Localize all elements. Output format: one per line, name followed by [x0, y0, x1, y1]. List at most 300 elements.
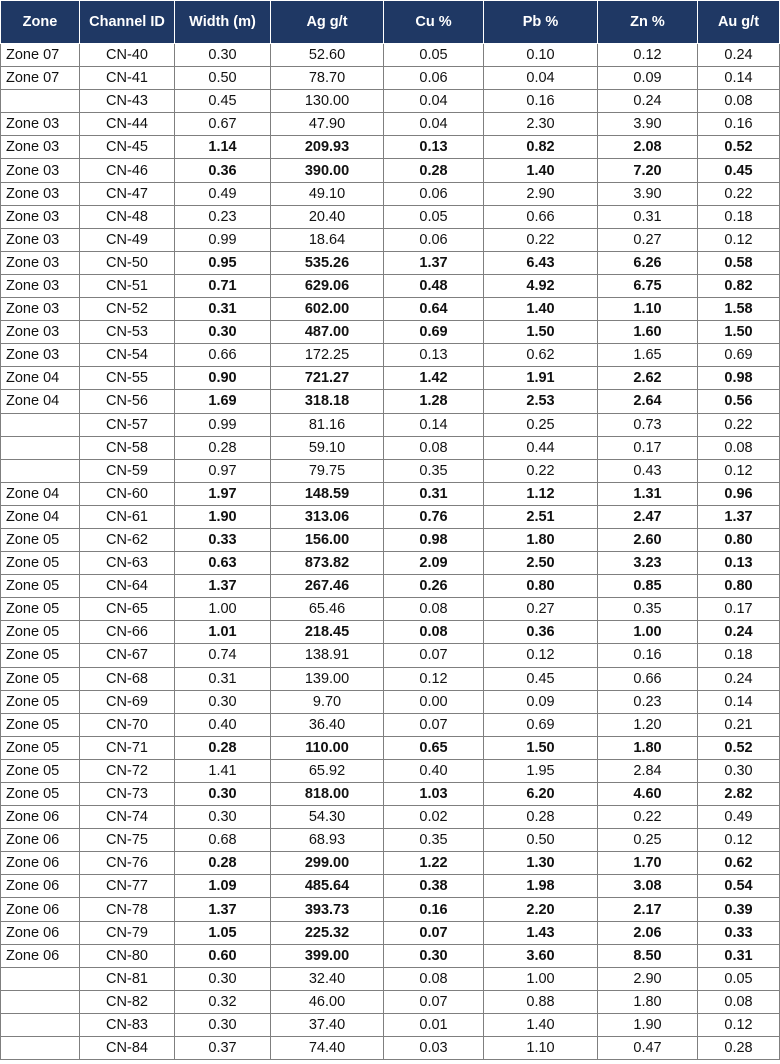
width-cell: 0.45 [175, 90, 271, 113]
zn-cell: 4.60 [598, 783, 698, 806]
pb-cell: 0.10 [484, 44, 598, 67]
zn-cell: 2.08 [598, 136, 698, 159]
zn-cell: 0.73 [598, 413, 698, 436]
width-cell: 0.68 [175, 829, 271, 852]
au-cell: 2.82 [698, 783, 780, 806]
pb-cell: 0.45 [484, 667, 598, 690]
header-width: Width (m) [175, 1, 271, 44]
pb-cell: 0.12 [484, 644, 598, 667]
pb-cell: 0.88 [484, 990, 598, 1013]
zn-cell: 1.70 [598, 852, 698, 875]
zn-cell: 2.90 [598, 967, 698, 990]
zone-cell: Zone 06 [1, 806, 80, 829]
zone-cell [1, 436, 80, 459]
table-row [1, 321, 780, 344]
cu-cell: 0.16 [384, 898, 484, 921]
ag-cell: 130.00 [271, 90, 384, 113]
channel-id-cell: CN-48 [80, 205, 175, 228]
ag-cell: 393.73 [271, 898, 384, 921]
pb-cell: 0.62 [484, 344, 598, 367]
width-cell: 1.37 [175, 575, 271, 598]
zone-cell: Zone 03 [1, 251, 80, 274]
width-cell: 0.32 [175, 990, 271, 1013]
table-row [1, 251, 780, 274]
ag-cell: 535.26 [271, 251, 384, 274]
channel-id-cell: CN-53 [80, 321, 175, 344]
width-cell: 0.30 [175, 1013, 271, 1036]
channel-id-cell: CN-62 [80, 528, 175, 551]
table-header [1, 1, 780, 44]
cu-cell: 0.03 [384, 1037, 484, 1060]
au-cell: 0.82 [698, 274, 780, 297]
width-cell: 0.50 [175, 67, 271, 90]
channel-id-cell: CN-82 [80, 990, 175, 1013]
table-row [1, 413, 780, 436]
channel-id-cell: CN-76 [80, 852, 175, 875]
zn-cell: 2.84 [598, 759, 698, 782]
table-row [1, 713, 780, 736]
cu-cell: 0.26 [384, 575, 484, 598]
ag-cell: 209.93 [271, 136, 384, 159]
pb-cell: 2.90 [484, 182, 598, 205]
au-cell: 0.52 [698, 736, 780, 759]
ag-cell: 485.64 [271, 875, 384, 898]
table-row [1, 1013, 780, 1036]
zn-cell: 2.60 [598, 528, 698, 551]
channel-id-cell: CN-55 [80, 367, 175, 390]
au-cell: 0.05 [698, 967, 780, 990]
channel-id-cell: CN-84 [80, 1037, 175, 1060]
zone-cell: Zone 03 [1, 228, 80, 251]
pb-cell: 1.40 [484, 159, 598, 182]
ag-cell: 390.00 [271, 159, 384, 182]
width-cell: 0.63 [175, 552, 271, 575]
zone-cell: Zone 03 [1, 205, 80, 228]
width-cell: 1.14 [175, 136, 271, 159]
cu-cell: 0.69 [384, 321, 484, 344]
au-cell: 0.58 [698, 251, 780, 274]
cu-cell: 2.09 [384, 552, 484, 575]
pb-cell: 0.82 [484, 136, 598, 159]
ag-cell: 148.59 [271, 482, 384, 505]
channel-id-cell: CN-57 [80, 413, 175, 436]
table-row [1, 898, 780, 921]
au-cell: 0.12 [698, 228, 780, 251]
ag-cell: 68.93 [271, 829, 384, 852]
cu-cell: 0.07 [384, 713, 484, 736]
table-row [1, 667, 780, 690]
table-row [1, 67, 780, 90]
pb-cell: 1.95 [484, 759, 598, 782]
ag-cell: 629.06 [271, 274, 384, 297]
cu-cell: 0.35 [384, 459, 484, 482]
zn-cell: 2.47 [598, 505, 698, 528]
ag-cell: 74.40 [271, 1037, 384, 1060]
table-row [1, 621, 780, 644]
zn-cell: 0.17 [598, 436, 698, 459]
zone-cell [1, 967, 80, 990]
cu-cell: 0.08 [384, 967, 484, 990]
width-cell: 0.37 [175, 1037, 271, 1060]
pb-cell: 1.10 [484, 1037, 598, 1060]
pb-cell: 0.22 [484, 228, 598, 251]
cu-cell: 0.06 [384, 67, 484, 90]
zn-cell: 0.35 [598, 598, 698, 621]
zone-cell [1, 413, 80, 436]
cu-cell: 0.13 [384, 344, 484, 367]
cu-cell: 0.38 [384, 875, 484, 898]
au-cell: 0.12 [698, 829, 780, 852]
au-cell: 0.24 [698, 621, 780, 644]
zn-cell: 0.25 [598, 829, 698, 852]
pb-cell: 0.80 [484, 575, 598, 598]
table-row [1, 852, 780, 875]
zn-cell: 0.16 [598, 644, 698, 667]
pb-cell: 0.27 [484, 598, 598, 621]
zone-cell: Zone 06 [1, 875, 80, 898]
table-row [1, 783, 780, 806]
table-row [1, 598, 780, 621]
pb-cell: 0.09 [484, 690, 598, 713]
table-row [1, 552, 780, 575]
ag-cell: 47.90 [271, 113, 384, 136]
ag-cell: 78.70 [271, 67, 384, 90]
pb-cell: 1.80 [484, 528, 598, 551]
channel-id-cell: CN-45 [80, 136, 175, 159]
width-cell: 0.28 [175, 736, 271, 759]
pb-cell: 1.98 [484, 875, 598, 898]
zn-cell: 0.22 [598, 806, 698, 829]
channel-id-cell: CN-50 [80, 251, 175, 274]
channel-id-cell: CN-79 [80, 921, 175, 944]
au-cell: 0.12 [698, 459, 780, 482]
cu-cell: 0.05 [384, 205, 484, 228]
ag-cell: 65.46 [271, 598, 384, 621]
au-cell: 0.45 [698, 159, 780, 182]
pb-cell: 2.50 [484, 552, 598, 575]
ag-cell: 110.00 [271, 736, 384, 759]
header-channel-id: Channel ID [80, 1, 175, 44]
zone-cell: Zone 06 [1, 829, 80, 852]
au-cell: 0.24 [698, 44, 780, 67]
ag-cell: 721.27 [271, 367, 384, 390]
zone-cell: Zone 05 [1, 690, 80, 713]
ag-cell: 18.64 [271, 228, 384, 251]
au-cell: 0.18 [698, 205, 780, 228]
pb-cell: 0.04 [484, 67, 598, 90]
cu-cell: 0.40 [384, 759, 484, 782]
channel-id-cell: CN-67 [80, 644, 175, 667]
zn-cell: 0.09 [598, 67, 698, 90]
pb-cell: 0.69 [484, 713, 598, 736]
header-cu: Cu % [384, 1, 484, 44]
au-cell: 0.18 [698, 644, 780, 667]
table-row [1, 344, 780, 367]
width-cell: 1.01 [175, 621, 271, 644]
cu-cell: 1.37 [384, 251, 484, 274]
pb-cell: 2.53 [484, 390, 598, 413]
au-cell: 0.12 [698, 1013, 780, 1036]
channel-id-cell: CN-83 [80, 1013, 175, 1036]
pb-cell: 0.50 [484, 829, 598, 852]
ag-cell: 46.00 [271, 990, 384, 1013]
channel-id-cell: CN-70 [80, 713, 175, 736]
channel-id-cell: CN-75 [80, 829, 175, 852]
zone-cell: Zone 04 [1, 482, 80, 505]
width-cell: 0.97 [175, 459, 271, 482]
zone-cell: Zone 03 [1, 113, 80, 136]
cu-cell: 0.07 [384, 921, 484, 944]
width-cell: 0.33 [175, 528, 271, 551]
table-body [1, 44, 780, 1060]
cu-cell: 0.05 [384, 44, 484, 67]
cu-cell: 0.12 [384, 667, 484, 690]
channel-id-cell: CN-77 [80, 875, 175, 898]
table-row [1, 690, 780, 713]
zone-cell: Zone 03 [1, 298, 80, 321]
cu-cell: 0.28 [384, 159, 484, 182]
zone-cell: Zone 03 [1, 159, 80, 182]
cu-cell: 0.31 [384, 482, 484, 505]
width-cell: 1.00 [175, 598, 271, 621]
ag-cell: 299.00 [271, 852, 384, 875]
header-zone: Zone [1, 1, 80, 44]
pb-cell: 6.20 [484, 783, 598, 806]
ag-cell: 602.00 [271, 298, 384, 321]
width-cell: 1.09 [175, 875, 271, 898]
width-cell: 0.30 [175, 321, 271, 344]
zn-cell: 0.12 [598, 44, 698, 67]
cu-cell: 0.04 [384, 90, 484, 113]
cu-cell: 1.03 [384, 783, 484, 806]
channel-id-cell: CN-58 [80, 436, 175, 459]
width-cell: 0.31 [175, 298, 271, 321]
zone-cell: Zone 04 [1, 367, 80, 390]
ag-cell: 313.06 [271, 505, 384, 528]
channel-id-cell: CN-63 [80, 552, 175, 575]
pb-cell: 1.50 [484, 736, 598, 759]
zn-cell: 3.90 [598, 113, 698, 136]
zone-cell [1, 459, 80, 482]
channel-id-cell: CN-56 [80, 390, 175, 413]
channel-id-cell: CN-71 [80, 736, 175, 759]
pb-cell: 0.36 [484, 621, 598, 644]
cu-cell: 1.22 [384, 852, 484, 875]
width-cell: 0.60 [175, 944, 271, 967]
cu-cell: 0.07 [384, 644, 484, 667]
ag-cell: 32.40 [271, 967, 384, 990]
width-cell: 0.30 [175, 967, 271, 990]
pb-cell: 1.50 [484, 321, 598, 344]
header-pb: Pb % [484, 1, 598, 44]
cu-cell: 0.06 [384, 228, 484, 251]
zone-cell [1, 1013, 80, 1036]
width-cell: 1.05 [175, 921, 271, 944]
width-cell: 0.90 [175, 367, 271, 390]
table-row [1, 390, 780, 413]
channel-id-cell: CN-78 [80, 898, 175, 921]
au-cell: 1.50 [698, 321, 780, 344]
width-cell: 1.69 [175, 390, 271, 413]
zone-cell: Zone 05 [1, 759, 80, 782]
zn-cell: 8.50 [598, 944, 698, 967]
au-cell: 0.62 [698, 852, 780, 875]
zn-cell: 2.06 [598, 921, 698, 944]
table-row [1, 367, 780, 390]
zn-cell: 3.90 [598, 182, 698, 205]
au-cell: 0.16 [698, 113, 780, 136]
table-row [1, 436, 780, 459]
table-row [1, 90, 780, 113]
ag-cell: 79.75 [271, 459, 384, 482]
channel-id-cell: CN-74 [80, 806, 175, 829]
ag-cell: 487.00 [271, 321, 384, 344]
zone-cell: Zone 07 [1, 44, 80, 67]
zn-cell: 0.47 [598, 1037, 698, 1060]
zn-cell: 1.31 [598, 482, 698, 505]
ag-cell: 156.00 [271, 528, 384, 551]
channel-id-cell: CN-61 [80, 505, 175, 528]
ag-cell: 818.00 [271, 783, 384, 806]
zn-cell: 0.43 [598, 459, 698, 482]
zn-cell: 2.62 [598, 367, 698, 390]
cu-cell: 0.08 [384, 621, 484, 644]
table-row [1, 806, 780, 829]
width-cell: 0.30 [175, 806, 271, 829]
pb-cell: 4.92 [484, 274, 598, 297]
zn-cell: 2.17 [598, 898, 698, 921]
ag-cell: 52.60 [271, 44, 384, 67]
zn-cell: 1.00 [598, 621, 698, 644]
header-ag: Ag g/t [271, 1, 384, 44]
zn-cell: 1.80 [598, 990, 698, 1013]
channel-id-cell: CN-64 [80, 575, 175, 598]
zn-cell: 0.85 [598, 575, 698, 598]
au-cell: 0.80 [698, 528, 780, 551]
cu-cell: 0.98 [384, 528, 484, 551]
channel-id-cell: CN-81 [80, 967, 175, 990]
zone-cell: Zone 05 [1, 736, 80, 759]
table-row [1, 482, 780, 505]
cu-cell: 0.08 [384, 436, 484, 459]
pb-cell: 1.12 [484, 482, 598, 505]
pb-cell: 1.43 [484, 921, 598, 944]
channel-id-cell: CN-60 [80, 482, 175, 505]
zn-cell: 7.20 [598, 159, 698, 182]
width-cell: 0.95 [175, 251, 271, 274]
width-cell: 0.28 [175, 436, 271, 459]
zn-cell: 0.27 [598, 228, 698, 251]
width-cell: 1.97 [175, 482, 271, 505]
ag-cell: 138.91 [271, 644, 384, 667]
zone-cell: Zone 06 [1, 921, 80, 944]
ag-cell: 9.70 [271, 690, 384, 713]
pb-cell: 1.40 [484, 298, 598, 321]
zone-cell: Zone 05 [1, 783, 80, 806]
pb-cell: 0.66 [484, 205, 598, 228]
ag-cell: 139.00 [271, 667, 384, 690]
zn-cell: 6.26 [598, 251, 698, 274]
cu-cell: 1.42 [384, 367, 484, 390]
pb-cell: 0.25 [484, 413, 598, 436]
au-cell: 0.17 [698, 598, 780, 621]
ag-cell: 873.82 [271, 552, 384, 575]
cu-cell: 0.04 [384, 113, 484, 136]
ag-cell: 81.16 [271, 413, 384, 436]
table-row [1, 274, 780, 297]
zn-cell: 1.20 [598, 713, 698, 736]
pb-cell: 1.30 [484, 852, 598, 875]
cu-cell: 0.08 [384, 598, 484, 621]
ag-cell: 59.10 [271, 436, 384, 459]
width-cell: 0.30 [175, 44, 271, 67]
ag-cell: 172.25 [271, 344, 384, 367]
au-cell: 0.33 [698, 921, 780, 944]
pb-cell: 2.51 [484, 505, 598, 528]
ag-cell: 36.40 [271, 713, 384, 736]
channel-id-cell: CN-72 [80, 759, 175, 782]
zn-cell: 2.64 [598, 390, 698, 413]
au-cell: 0.52 [698, 136, 780, 159]
width-cell: 0.23 [175, 205, 271, 228]
au-cell: 0.96 [698, 482, 780, 505]
ag-cell: 218.45 [271, 621, 384, 644]
au-cell: 0.14 [698, 67, 780, 90]
pb-cell: 2.20 [484, 898, 598, 921]
au-cell: 0.30 [698, 759, 780, 782]
channel-id-cell: CN-47 [80, 182, 175, 205]
cu-cell: 0.76 [384, 505, 484, 528]
pb-cell: 0.16 [484, 90, 598, 113]
au-cell: 0.22 [698, 182, 780, 205]
width-cell: 0.31 [175, 667, 271, 690]
table-row [1, 298, 780, 321]
table-row [1, 644, 780, 667]
cu-cell: 0.14 [384, 413, 484, 436]
pb-cell: 1.91 [484, 367, 598, 390]
channel-id-cell: CN-68 [80, 667, 175, 690]
cu-cell: 0.06 [384, 182, 484, 205]
cu-cell: 0.01 [384, 1013, 484, 1036]
au-cell: 0.08 [698, 436, 780, 459]
width-cell: 0.67 [175, 113, 271, 136]
width-cell: 0.99 [175, 228, 271, 251]
pb-cell: 2.30 [484, 113, 598, 136]
channel-id-cell: CN-80 [80, 944, 175, 967]
cu-cell: 0.48 [384, 274, 484, 297]
width-cell: 0.28 [175, 852, 271, 875]
zone-cell: Zone 04 [1, 505, 80, 528]
zone-cell [1, 1037, 80, 1060]
au-cell: 0.98 [698, 367, 780, 390]
au-cell: 0.24 [698, 667, 780, 690]
table-row [1, 1037, 780, 1060]
table-row [1, 228, 780, 251]
zone-cell: Zone 06 [1, 944, 80, 967]
width-cell: 1.41 [175, 759, 271, 782]
width-cell: 0.74 [175, 644, 271, 667]
zone-cell: Zone 06 [1, 898, 80, 921]
channel-id-cell: CN-69 [80, 690, 175, 713]
pb-cell: 3.60 [484, 944, 598, 967]
zone-cell [1, 990, 80, 1013]
zone-cell [1, 90, 80, 113]
channel-id-cell: CN-52 [80, 298, 175, 321]
channel-id-cell: CN-46 [80, 159, 175, 182]
channel-id-cell: CN-44 [80, 113, 175, 136]
header-row [1, 1, 780, 44]
width-cell: 0.49 [175, 182, 271, 205]
